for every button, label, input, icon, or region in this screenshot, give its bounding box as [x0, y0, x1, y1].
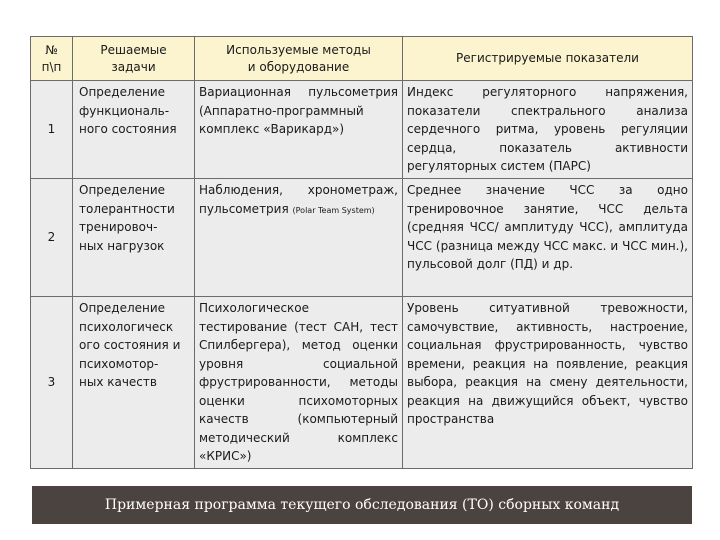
row-number: 3 — [31, 297, 73, 469]
table-header-row — [31, 37, 693, 81]
row-number: 1 — [31, 81, 73, 179]
table-row — [31, 81, 693, 179]
row-task: Определение толерантности тренировоч- ных нагрузок — [73, 179, 195, 297]
row-indicators: Уровень ситуативной тревожности, самочувствие, активность, настроение, социальная фрустрированность, чувство времени, реакция на появление, реакция выбора, реакция на смену деятельности, реакция на движущийся объект, чувство пространства — [403, 297, 693, 469]
row-methods — [195, 297, 403, 469]
table-row — [31, 179, 693, 297]
methods-text: Наблюдения, хронометраж, пульсометрия — [199, 183, 398, 216]
caption-banner — [32, 486, 692, 524]
caption-text: Примерная программа текущего обследования (ТО) сборных команд — [104, 497, 620, 513]
row-task: Определение психологическ ого состояния и психомотор- ных качеств — [73, 297, 195, 469]
row-task: Определение функциональ- ного состояния — [73, 81, 195, 179]
header-indicators: Регистрируемые показатели — [403, 37, 693, 81]
methods-text: Психологическое тестирование (тест САН, тест Спилбергера), метод оценки уровня социальной фрустрированности, методы оценки психомоторных качеств (компьютерный методический комплекс «КРИС») — [199, 301, 398, 463]
methods-text: Вариационная пульсометрия (Аппаратно-программный комплекс «Варикард») — [199, 85, 398, 136]
assessment-program-table — [30, 36, 693, 469]
row-indicators: Индекс регуляторного напряжения, показатели спектрального анализа сердечного ритма, уровень регуляции сердца, показатель активности регуляторных систем (ПАРС) — [403, 81, 693, 179]
row-indicators: Среднее значение ЧСС за одно тренировочное занятие, ЧСС дельта (средняя ЧСС/ амплитуду ЧСС), амплитуда ЧСС (разница между ЧСС макс. и ЧСС мин.), пульсовой долг (ПД) и др. — [403, 179, 693, 297]
header-number: № п\п — [31, 37, 73, 81]
header-methods: Используемые методы и оборудование — [195, 37, 403, 81]
row-number: 2 — [31, 179, 73, 297]
header-tasks: Решаемые задачи — [73, 37, 195, 81]
table-row — [31, 297, 693, 469]
row-methods — [195, 81, 403, 179]
methods-device-note: (Polar Team System) — [292, 205, 375, 215]
row-methods — [195, 179, 403, 297]
